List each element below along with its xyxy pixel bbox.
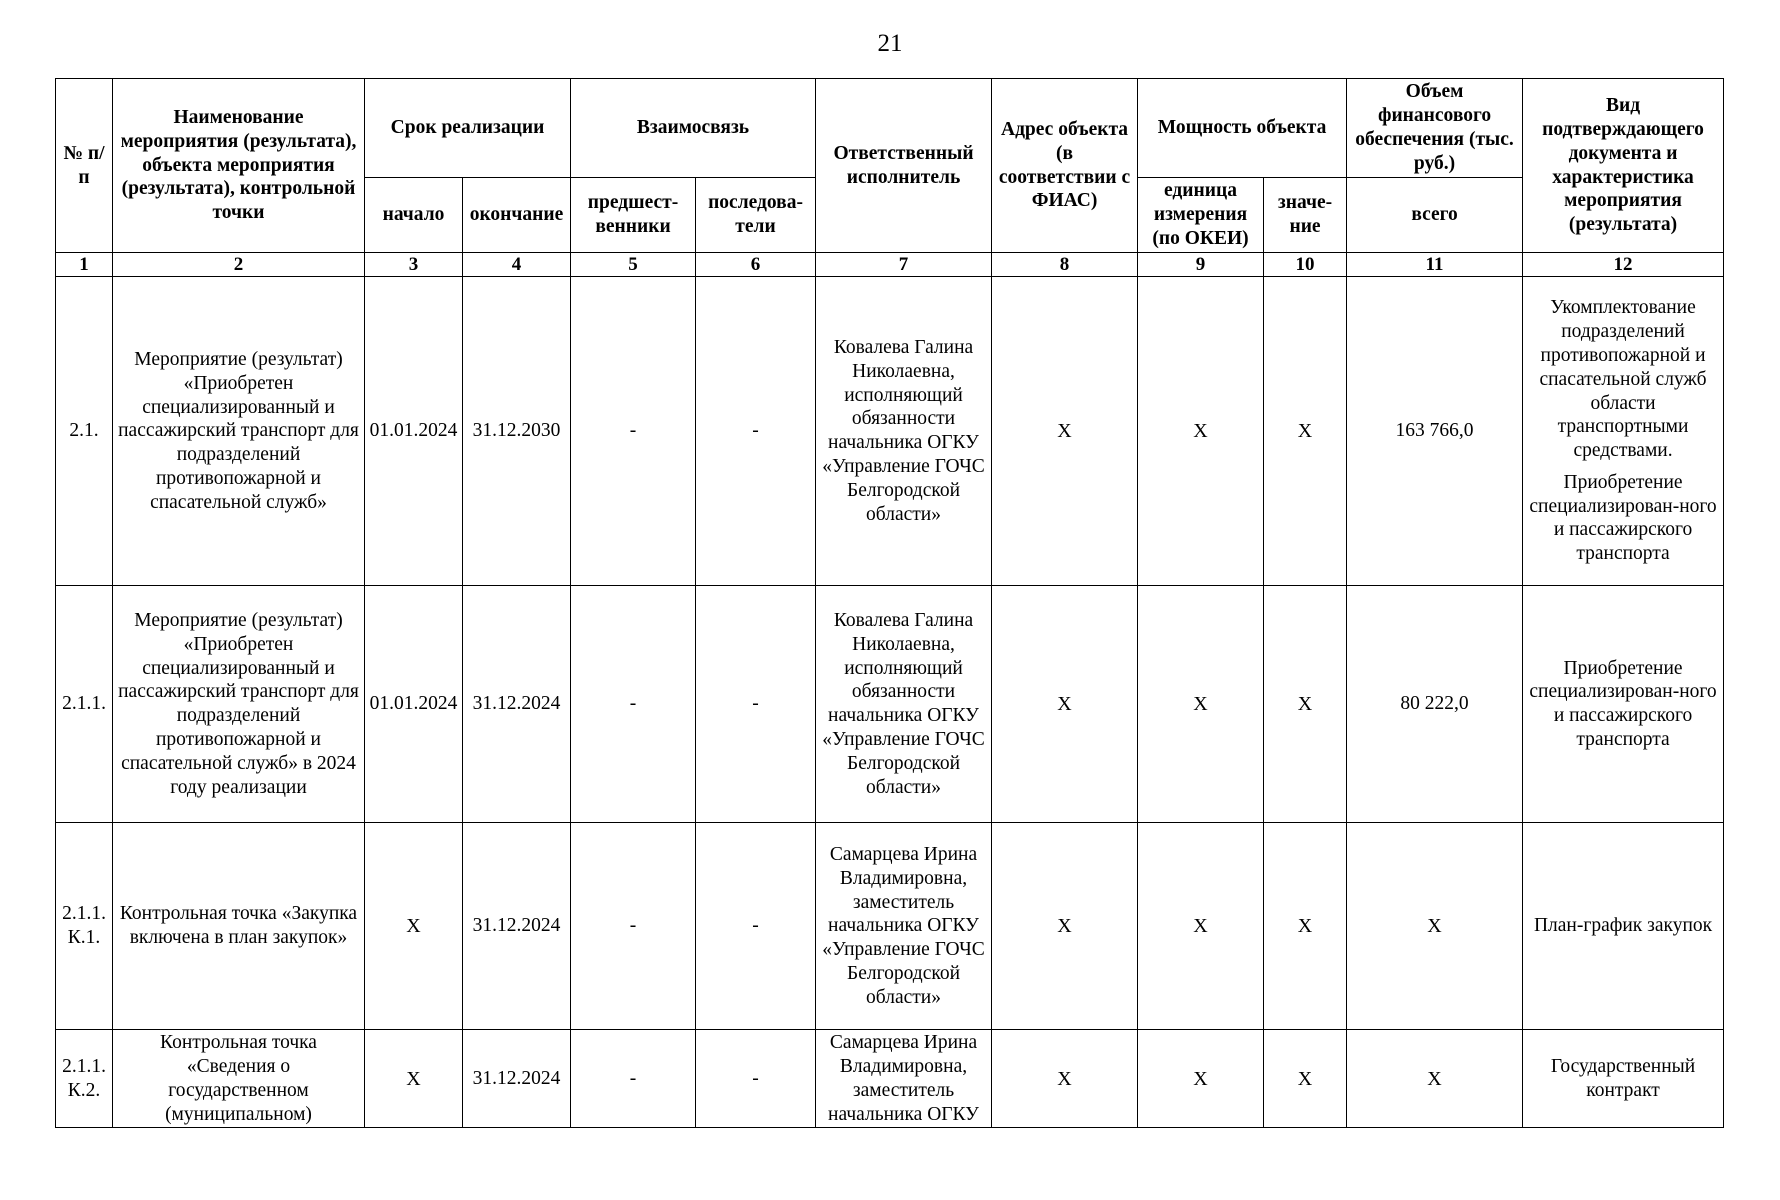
- header-link: Взаимосвязь: [571, 79, 816, 178]
- document-line: Укомплектование подразделений противопожарной и спасательной служб области транспортными средствами.: [1539, 297, 1707, 462]
- row-responsible: Самарцева Ирина Владимировна, заместитель начальника ОГКУ: [816, 1030, 992, 1128]
- plan-table: [55, 78, 1724, 1128]
- column-number: 8: [992, 253, 1138, 277]
- row-address: X: [992, 586, 1138, 823]
- header-value: значе-ние: [1264, 178, 1347, 253]
- row-document: [1523, 1030, 1724, 1128]
- row-total: 80 222,0: [1347, 586, 1523, 823]
- row-number: 2.1.1. К.2.: [56, 1030, 113, 1128]
- row-document: [1523, 823, 1724, 1030]
- document-line: Приобретение специализирован-ного и пассажирского транспорта: [1529, 657, 1717, 750]
- row-value: X: [1264, 277, 1347, 586]
- row-predecessors: -: [571, 277, 696, 586]
- row-unit: X: [1138, 1030, 1264, 1128]
- row-start: 01.01.2024: [365, 277, 463, 586]
- header-responsible: Ответственный исполнитель: [816, 79, 992, 253]
- row-name: Мероприятие (результат) «Приобретен специализированный и пассажирский транспорт для подразделений противопожарной и спасательной служб» в 2024 году реализации: [113, 586, 365, 823]
- row-predecessors: -: [571, 586, 696, 823]
- header-successors: последова-тели: [696, 178, 816, 253]
- header-predecessors: предшест-венники: [571, 178, 696, 253]
- document-line: Приобретение специализирован-ного и пассажирского транспорта: [1529, 471, 1717, 565]
- row-start: X: [365, 823, 463, 1030]
- header-power: Мощность объекта: [1138, 79, 1347, 178]
- document-line: Государственный контракт: [1550, 1055, 1696, 1101]
- row-responsible: Ковалева Галина Николаевна, исполняющий обязанности начальника ОГКУ «Управление ГОЧС Белгородской области»: [816, 277, 992, 586]
- row-predecessors: -: [571, 823, 696, 1030]
- column-number: 4: [463, 253, 571, 277]
- row-end: 31.12.2024: [463, 586, 571, 823]
- row-successors: -: [696, 586, 816, 823]
- row-total: X: [1347, 1030, 1523, 1128]
- document-line: План-график закупок: [1533, 915, 1713, 937]
- row-end: 31.12.2024: [463, 823, 571, 1030]
- row-predecessors: -: [571, 1030, 696, 1128]
- row-number: 2.1.1.: [56, 586, 113, 823]
- header-finance: Объем финансового обеспечения (тыс. руб.): [1347, 79, 1523, 178]
- row-document: [1523, 277, 1724, 586]
- row-successors: -: [696, 1030, 816, 1128]
- header-end: окончание: [463, 178, 571, 253]
- header-name: Наименование мероприятия (результата), объекта мероприятия (результата), контрольной точки: [113, 79, 365, 253]
- row-successors: -: [696, 277, 816, 586]
- row-unit: X: [1138, 586, 1264, 823]
- header-term: Срок реализации: [365, 79, 571, 178]
- table-row: [56, 277, 1724, 586]
- column-number: 12: [1523, 253, 1724, 277]
- row-responsible: Самарцева Ирина Владимировна, заместитель начальника ОГКУ «Управление ГОЧС Белгородской области»: [816, 823, 992, 1030]
- row-address: X: [992, 277, 1138, 586]
- row-value: X: [1264, 823, 1347, 1030]
- row-value: X: [1264, 1030, 1347, 1128]
- column-number: 10: [1264, 253, 1347, 277]
- row-address: X: [992, 1030, 1138, 1128]
- row-number: 2.1.1. К.1.: [56, 823, 113, 1030]
- row-end: 31.12.2024: [463, 1030, 571, 1128]
- header-start: начало: [365, 178, 463, 253]
- table-row: [56, 1030, 1724, 1128]
- column-number: 1: [56, 253, 113, 277]
- row-responsible: Ковалева Галина Николаевна, исполняющий обязанности начальника ОГКУ «Управление ГОЧС Белгородской области»: [816, 586, 992, 823]
- row-address: X: [992, 823, 1138, 1030]
- row-start: 01.01.2024: [365, 586, 463, 823]
- column-number: 3: [365, 253, 463, 277]
- column-number: 11: [1347, 253, 1523, 277]
- row-value: X: [1264, 586, 1347, 823]
- row-total: 163 766,0: [1347, 277, 1523, 586]
- row-unit: X: [1138, 277, 1264, 586]
- row-start: X: [365, 1030, 463, 1128]
- column-number: 5: [571, 253, 696, 277]
- table-row: [56, 586, 1724, 823]
- header-address: Адрес объекта (в соответствии с ФИАС): [992, 79, 1138, 253]
- column-number: 9: [1138, 253, 1264, 277]
- row-name: Контрольная точка «Закупка включена в план закупок»: [113, 823, 365, 1030]
- column-number: 6: [696, 253, 816, 277]
- row-number: 2.1.: [56, 277, 113, 586]
- column-number: 7: [816, 253, 992, 277]
- header-unit: единица измерения (по ОКЕИ): [1138, 178, 1264, 253]
- row-end: 31.12.2030: [463, 277, 571, 586]
- header-no: № п/п: [56, 79, 113, 253]
- row-successors: -: [696, 823, 816, 1030]
- page-number: 21: [877, 30, 903, 57]
- column-number: 2: [113, 253, 365, 277]
- row-name: Контрольная точка «Сведения о государственном (муниципальном): [113, 1030, 365, 1128]
- table-row: [56, 823, 1724, 1030]
- header-document: Вид подтверждающего документа и характеристика мероприятия (результата): [1523, 79, 1724, 253]
- header-total: всего: [1347, 178, 1523, 253]
- row-document: [1523, 586, 1724, 823]
- row-name: Мероприятие (результат) «Приобретен специализированный и пассажирский транспорт для подразделений противопожарной и спасательной служб»: [113, 277, 365, 586]
- row-unit: X: [1138, 823, 1264, 1030]
- row-total: X: [1347, 823, 1523, 1030]
